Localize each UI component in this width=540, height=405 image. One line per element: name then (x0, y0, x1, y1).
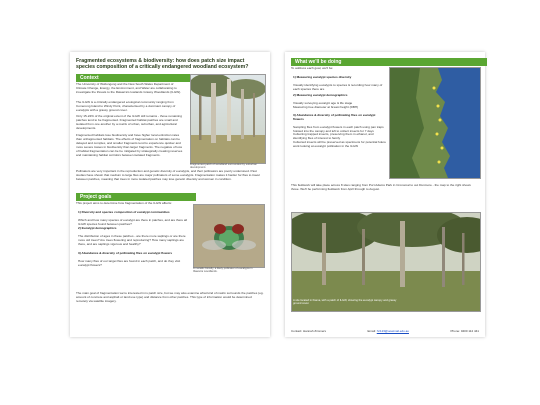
contact-email (368, 329, 409, 333)
activity-1-text: Visually identifying eucalypts to species & recording how many of each species there are (293, 82, 383, 91)
goal-3-title: 3) Abundance & diversity of pollinating flies on eucalypt flowers (78, 250, 173, 255)
contact-name: Contact: Hannah Zimmers (291, 329, 327, 333)
goals-outro: The main goal of fragmentation we're interested in is patch size, but we may also examine what kind of matrix surrounds the patches (eg. amount of concrete and asphalt or land use type) and distance from other patches. This type of information would be determined remotely via satellite imagery. (76, 291, 264, 303)
activities-intro: To address each goal, we'll be: (291, 66, 334, 70)
activity-3 (293, 110, 387, 149)
goal-2-text: The distribution of ages in these patches - are there more saplings or are there more old trees? Are trees flowering and reproducing? How many saplings are there, and are saplings vigorous and healthy? (78, 233, 186, 246)
activity-2-text: Visually surveying eucalypt age & life stage Measuring tree diameter at breast height (DBH) (293, 100, 359, 109)
context-paragraph-5: Pollinators are very important in the reproduction and genetic diversity of eucalypts, and their pollinators are poorly understood. Past studies have shown that medium to large flies are major pollinators of some eucalypts. Fragmentation makes it harder for flies to travel between patches, meaning that trees in more isolated patches may lose genetic diversity and worsen in condition. (76, 169, 260, 181)
contact-footer (291, 329, 479, 333)
context-paragraph-4: Fragmented habitats lose biodiversity and have higher local extinction rates than unfragmented habitats. The effects of fragmentation on habitats can be delayed and complex, and smaller fragments tend to experience quicker and more severe losses in biodiversity than larger fragments. The negative of loss of habitat fragmentation can be be mitigated by strategically creating reserves and maintaining habitat corridors between isolated fragments. (76, 133, 183, 157)
fly-photo-caption: A metallic blowfly, a likely pollinator of eucalypts in Illawarra woodlands. (193, 267, 253, 274)
goal-3-text: How many flies of our target flies are found in each patch, and do they visit eucalypt flowers? (78, 258, 181, 267)
goal-2-title: 2) Eucalypt demographics (78, 225, 117, 230)
email-label: Email: (367, 329, 376, 333)
goal-1-title: 1) Diversity and species composition of eucalypt communities (78, 209, 170, 214)
activity-2 (293, 90, 387, 110)
context-paragraph-1: The University of Wollongong and the New South Wales Department of Climate Change, Energy, the Environment, and Water are collaborating to investigate the threats to the Illawarra's lowlands Grassy Woodlands (ILGW). (76, 82, 182, 94)
activity-2-title: 2) Measuring eucalypt demographics (293, 92, 348, 97)
fly-photo (193, 204, 265, 268)
goal-3 (78, 248, 188, 268)
context-heading: Context (76, 74, 196, 82)
goals-heading: Project goals (76, 193, 196, 201)
goals-intro: This project aims to determine how fragmentation of the ILGW affects: (76, 201, 172, 205)
page-title: Fragmented ecosystems & biodiversity: how does patch size impact species composition of a critically endangered woodland ecosystem? (76, 58, 249, 70)
activities-heading: What we'll be doing (291, 58, 487, 66)
goal-2 (78, 223, 188, 246)
site-map (389, 67, 481, 179)
woodland-photo-caption: Fragmented patch of woodland surrounded by suburban development. (190, 163, 257, 170)
activity-1 (293, 72, 387, 92)
site-photo-caption: A site located in Kiama, with a patch of ILGW, showing the eucalypt canopy and grassy ground cover. (293, 299, 397, 306)
contact-phone: Phone: 0400 112 441 (450, 329, 479, 333)
poster-page-1 (70, 52, 270, 337)
woodland-photo (190, 74, 266, 164)
email-link[interactable]: hz123@uowmail.edu.au (376, 329, 409, 333)
context-paragraph-2: The ILGW is a critically endangered ecological community ranging from Comerong Island to Windy Point, characterised by a dominant canopy of eucalypts with a grassy ground cover. (76, 100, 176, 112)
activity-3-title: 3) Abundance & diversity of pollinating flies on eucalypt flowers (293, 112, 376, 121)
goal-1-text: Which and how many species of eucalypt are there in patches, and are there all ILGW species found between patches? (78, 217, 188, 226)
activity-1-title: 1) Measuring eucalypt species diversity (293, 74, 352, 79)
poster-page-2 (285, 52, 485, 337)
fieldwork-paragraph: This fieldwork will take place across 8 sites ranging from Port Adams Park in Cronomal to out Dunmore - the map to the right shows those. We'll be performing fieldwork from April through to August. (291, 183, 471, 191)
activity-3-text: Sampling flies from eucalypt flowers in each patch using pan traps hoisted into the canopy and left to collect insects for 7 days Collecting trapped insects, preserving them in ethanol, and identifying flies of interest to family Collected insects will be preserved as specimens for potential future work looking at eucalypt pollination in the ILGW (293, 124, 387, 149)
context-paragraph-3: Only 15-24% of the original extent of the ILGW still remains - those remaining patches tend to be fragmented. Fragmented habitat patches are small and isolated from one another by a matrix of urban, suburban, and agricultural developments. (76, 114, 182, 130)
site-photo (291, 212, 481, 312)
